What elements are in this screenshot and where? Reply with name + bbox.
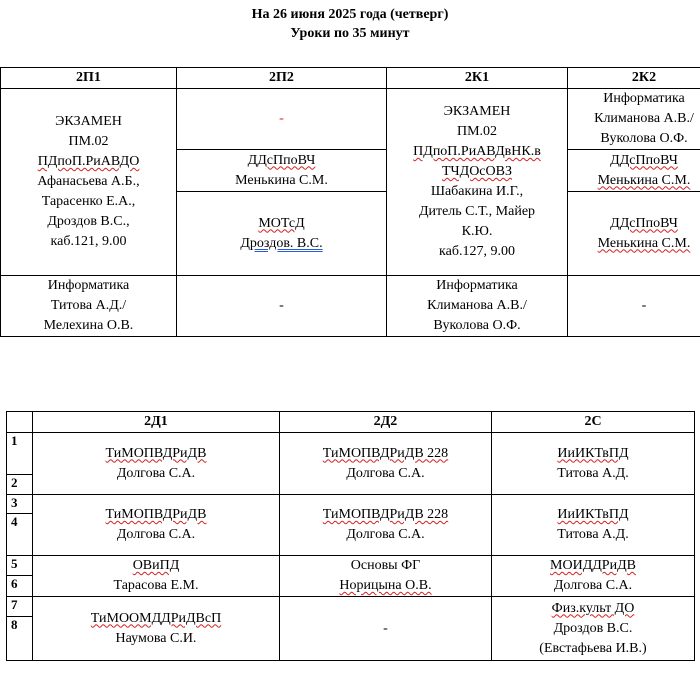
teacher: Менькина С.М. [597,172,691,188]
group-header-2d1: 2Д1 [33,412,280,433]
subject: ОВиПД [132,558,180,573]
lesson-number: 2 [7,475,33,495]
teacher: Дроздов В.С. [553,620,633,636]
teacher: Наумова С.И. [115,630,197,646]
teacher: Климанова А.В./ [594,111,694,126]
subject: ТиМОПВДРиДВ 228 [322,507,449,522]
teacher-2: Вуколова О.Ф. [433,318,521,333]
exam-teacher-1: Шабакина И.Г., [430,184,524,199]
lesson-cell-2p1-last [1,276,177,337]
exam-teacher-3: К.Ю. [461,224,493,239]
pair-1-2d2 [280,433,492,495]
teacher: Менькина С.М. [235,172,328,188]
lesson-number: 3 [7,495,33,514]
schedule-date-title: На 26 июня 2025 года (четверг) [251,7,449,22]
teacher: Дроздов. В.С. [240,235,323,251]
empty-dash: - [641,298,647,313]
group-header-2p1: 2П1 [1,68,177,89]
exam-module: ПМ.02 [68,134,109,149]
subject: Основы ФГ [350,558,421,573]
lesson-cell-2k2-r1 [568,89,700,150]
subject: ТиМОПВДРиДВ 228 [322,445,449,461]
teacher-2: Мелехина О.В. [43,318,134,333]
pair-4-2d2 [280,597,492,661]
group-header-2d2: 2Д2 [280,412,492,433]
teacher: Тарасова Е.М. [113,578,199,593]
exam-teacher-3: Дроздов В.С., [47,214,130,229]
exam-cell-2k1 [387,89,568,276]
group-header-2p2: 2П2 [177,68,387,89]
lesson-cell-2p2-r1 [177,89,387,150]
subject: ТиМОПВДРиДВ [105,507,207,522]
exam-label: ЭКЗАМЕН [55,114,122,129]
subject: Информатика [436,278,518,293]
teacher: Долгова С.А. [116,465,196,481]
lesson-duration-title: Уроки по 35 минут [290,26,410,41]
pair-1-2s [492,433,695,495]
empty-dash: - [279,111,284,126]
teacher: Долгова С.А. [346,465,425,481]
empty-dash: - [383,620,388,636]
pair-2-2s [492,495,695,556]
subject: ДДсПпоВЧ [610,215,678,231]
subject: ДДсПпоВЧ [247,152,316,168]
exam-room-time: каб.127, 9.00 [439,244,515,259]
exam-subject-2: ТЧДОсОВЗ [442,164,512,179]
subject: Физ.культ ДО [551,600,635,616]
exam-teacher-2: Дитель С.Т., Майер [418,204,536,219]
lesson-number: 4 [7,514,33,556]
teacher-2: (Евстафьева И.В.) [539,640,647,656]
subject: ТиМООМДДРиДВсП [90,610,222,626]
teacher: Долгова С.А. [346,527,425,542]
lesson-number: 8 [7,617,33,661]
teacher: Норицына О.В. [339,578,432,593]
lesson-number: 1 [7,433,33,475]
subject: МОТсД [258,215,305,231]
subject: Информатика [47,278,130,293]
teacher: Титова А.Д./ [50,298,127,313]
exam-teacher-2: Тарасенко Е.А., [41,194,136,209]
subject: МОИДДРиДВ [550,558,636,573]
pair-2-2d2 [280,495,492,556]
lesson-number-header [7,412,33,433]
teacher: Климанова А.В./ [427,298,527,313]
exam-module: ПМ.02 [456,124,498,139]
subject: ИиИКТвПД [557,445,629,461]
lesson-cell-2k2-last [568,276,700,337]
pair-4-2s [492,597,695,661]
exam-subject: ПДпоП.РиАВДвНК.в [413,144,541,159]
teacher: Менькина С.М. [597,235,691,251]
group-header-2k1: 2К1 [387,68,568,89]
lesson-cell-2p2-r3 [177,192,387,276]
pair-2-2d1 [33,495,280,556]
lesson-cell-2k1-last [387,276,568,337]
subject: ДДсПпоВЧ [610,152,678,168]
lesson-cell-2k2-r2 [568,150,700,192]
schedule-table-2 [6,411,695,661]
group-header-2s: 2С [492,412,695,433]
schedule-table-1 [0,67,700,337]
pair-1-2d1 [33,433,280,495]
subject: ИиИКТвПД [557,507,629,522]
pair-3-2d1 [33,556,280,597]
teacher: Долгова С.А. [116,527,196,542]
exam-cell-2p1 [1,89,177,276]
lesson-number: 6 [7,576,33,597]
teacher: Титова А.Д. [557,527,629,542]
lesson-number: 7 [7,597,33,617]
pair-4-2d1 [33,597,280,661]
empty-dash: - [279,298,284,313]
pair-3-2s [492,556,695,597]
lesson-cell-2p2-last [177,276,387,337]
lesson-number: 5 [7,556,33,576]
lesson-cell-2p2-r2 [177,150,387,192]
teacher: Титова А.Д. [557,465,629,481]
group-header-2k2: 2К2 [568,68,700,89]
teacher-2: Вуколова О.Ф. [600,131,688,146]
subject: ТиМОПВДРиДВ [105,445,207,461]
exam-room-time: каб.121, 9.00 [50,234,127,249]
lesson-cell-2k2-r3 [568,192,700,276]
subject: Информатика [603,91,685,106]
teacher: Долгова С.А. [553,578,633,593]
exam-label: ЭКЗАМЕН [443,104,511,119]
exam-teacher-1: Афанасьева А.Б., [37,174,140,189]
pair-3-2d2 [280,556,492,597]
exam-subject: ПДпоП.РиАВДО [37,154,140,169]
